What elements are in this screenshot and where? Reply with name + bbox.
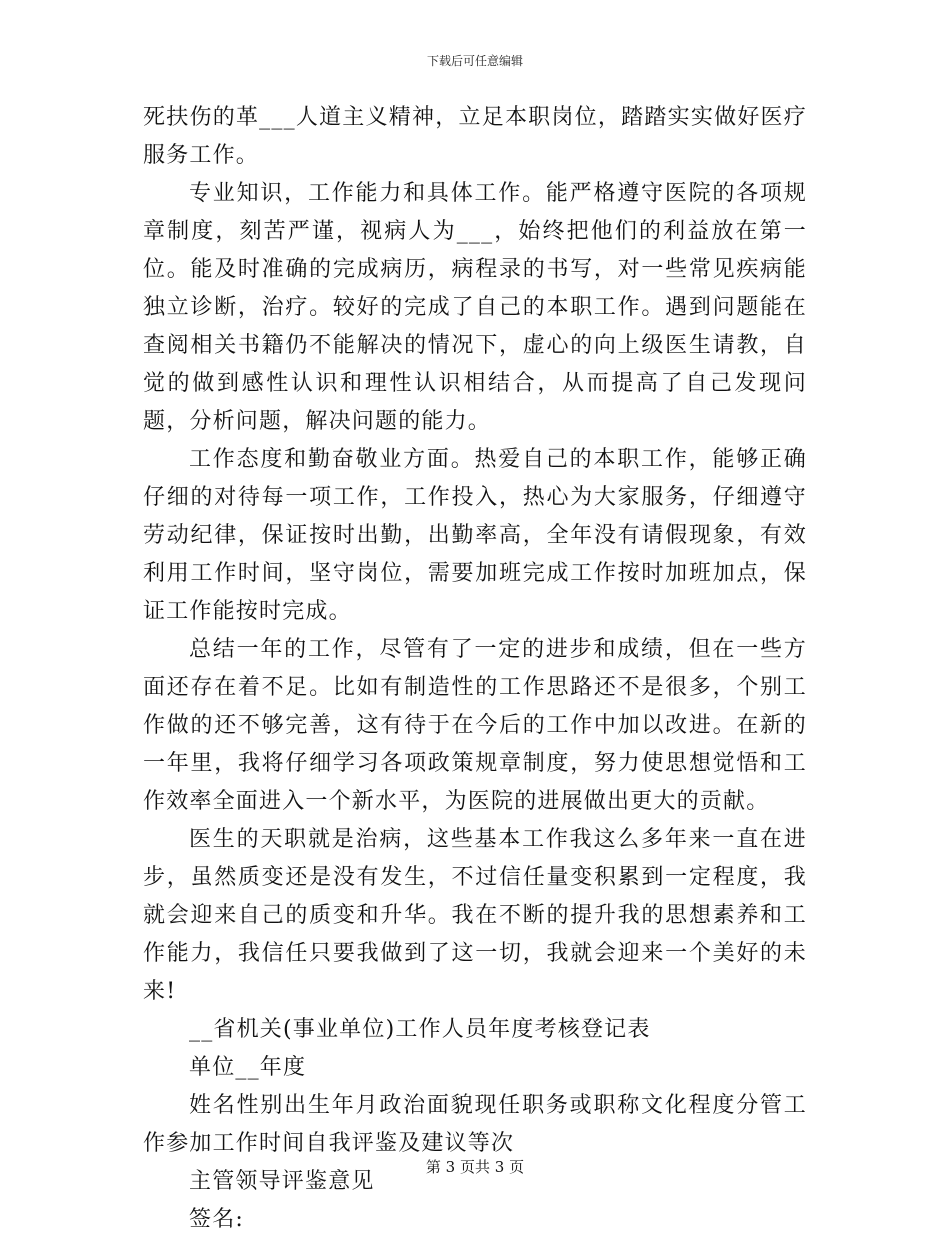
paragraph-continuation: 死扶伤的革___人道主义精神，立足本职岗位，踏踏实实做好医疗服务工作。 <box>143 105 807 168</box>
paragraph-outlook: 医生的天职就是治病，这些基本工作我这么多年来一直在进步，虽然质变还是没有发生，不过信任量变积累到一定程度，我就会迎来自己的质变和升华。我在不断的提升我的思想素养和工作能力，我信任只要我做到了这一切，我就会迎来一个美好的未来! <box>143 827 807 1004</box>
paragraph-work-attitude: 工作态度和勤奋敬业方面。热爱自己的本职工作，能够正确仔细的对待每一项工作，工作投入，热心为大家服务，仔细遵守劳动纪律，保证按时出勤，出勤率高，全年没有请假现象，有效利用工作时间，坚守岗位，需要加班完成工作按时加班加点，保证工作能按时完成。 <box>143 447 807 624</box>
page-header: 下载后可任意编辑 <box>426 54 523 68</box>
form-signature: 签名: <box>189 1207 245 1232</box>
form-leader-opinion: 主管领导评鉴意见 <box>189 1169 375 1194</box>
document-body <box>143 99 807 1239</box>
form-unit-year: 单位__年度 <box>189 1055 307 1080</box>
paragraph-professional-skills: 专业知识，工作能力和具体工作。能严格遵守医院的各项规章制度，刻苦严谨，视病人为___，始终把他们的利益放在第一位。能及时准确的完成病历，病程录的书写，对一些常见疾病能独立诊断，治疗。较好的完成了自己的本职工作。遇到问题能在查阅相关书籍仍不能解决的情况下，虚心的向上级医生请教，自觉的做到感性认识和理性认识相结合，从而提高了自己发现问题，分析问题，解决问题的能力。 <box>143 181 807 434</box>
page-footer: 第 3 页共 3 页 <box>425 1158 525 1176</box>
paragraph-summary: 总结一年的工作，尽管有了一定的进步和成绩，但在一些方面还存在着不足。比如有制造性的工作思路还不是很多，个别工作做的还不够完善，这有待于在今后的工作中加以改进。在新的一年里，我将仔细学习各项政策规章制度，努力使思想觉悟和工作效率全面进入一个新水平，为医院的进展做出更大的贡献。 <box>143 637 807 814</box>
form-fields: 姓名性别出生年月政治面貌现任职务或职称文化程度分管工作参加工作时间自我评鉴及建议等次 <box>143 1093 807 1156</box>
form-title: __省机关(事业单位)工作人员年度考核登记表 <box>189 1017 651 1042</box>
